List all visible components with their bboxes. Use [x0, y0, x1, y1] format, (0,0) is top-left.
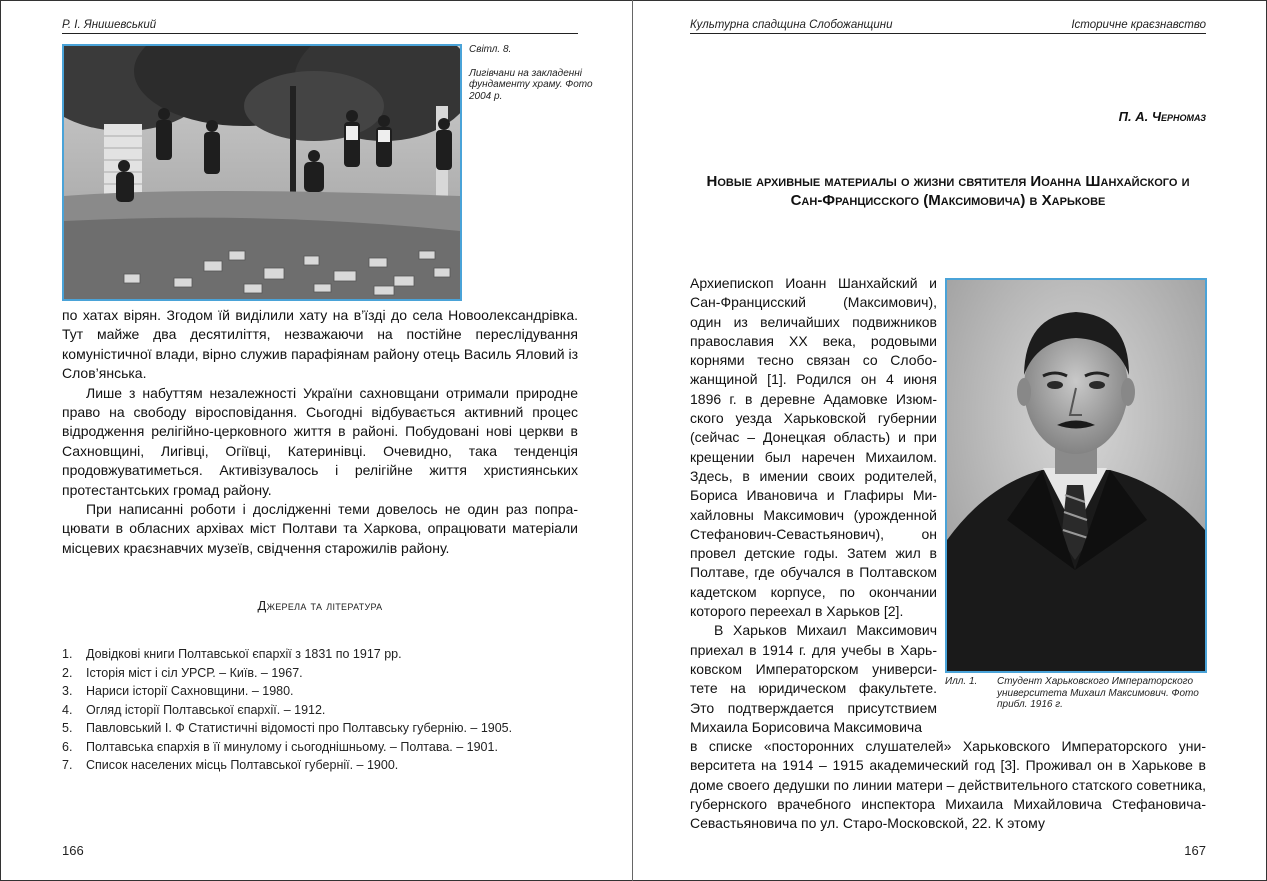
photo-illustration	[64, 46, 460, 299]
list-item: 5. Павловський І. Ф Статистичні відомості про Полтавську губернію. – 1905.	[62, 721, 513, 735]
paragraph: При написанні роботи і дослідженні теми довелось не один раз попрацювати в обласних архівах міст Полтави та Харкова, опрацювати матеріали місцевих краєзнавчих музеїв, свідчення старожилів району.	[62, 501, 578, 556]
book-spine	[632, 0, 633, 881]
list-item: 6. Полтавська єпархія в її минулому і сьогоднішньому. – Полтава. – 1901.	[62, 739, 498, 754]
portrait-caption-label: Илл. 1.	[945, 676, 978, 687]
photo-caption	[469, 44, 599, 102]
paragraph: Архиепископ Иоанн Шанхайский и Сан-Францисский (Максимович), один из величайших подвижников православия ХХ века, родовыми корнями тесно связан со Слобожанщиной [1]. Родился он 4 июня 1896 г. в деревне Адамовке Изюмского уезда Харьковской губернии (сейчас – Донецкая область) и при крещении был наречен Михаилом. Здесь, в имении своих родителей, Бориса Ивановича и Глафиры Михайловны Максимович (урожденной Стефанович-Севастьянович), он провел детские годы. Затем жил в Полтаве, где обучался в Полтавском кадетском корпусе, по окончании которого переехал в Харьков [2].	[690, 275, 937, 620]
sources-list	[62, 645, 578, 775]
right-header-rule	[690, 33, 1206, 34]
article-author: П. А. Черномаз	[1118, 109, 1206, 124]
paragraph: в списке «посторонних слушателей» Харьковского Императорского университета на 1914 – 1915 академический год [3]. Проживал он в Харькове в доме своего дедушки по линии матери – действительного статского советника, губернского врачебного инспектора Михаила Михайловича Стефановича-Севастьяновича по ул. Старо-Московской, 22. К этому	[690, 738, 1206, 832]
photo-caption-text: Лигівчани на закладенні фундаменту храму. Фото 2004 р.	[469, 67, 593, 102]
right-body-text-narrow	[690, 274, 937, 737]
right-body-text-wide	[690, 737, 1206, 833]
portrait-illustration	[947, 280, 1205, 671]
right-page-number: 167	[1184, 843, 1206, 858]
photo-caption-number: Світл. 8.	[469, 44, 512, 55]
paragraph: Лише з набуттям незалежності України сахновщани отримали природне право на свободу віросповідання. Сьогодні відбувається активний процес відродження релігійно-церковного життя в районі. Побудовані нові церкви в Сахновщині, Лигівці, Огіївці, Катеринівці. Очевидно, така тенденція продовжуватиметься. Активізувалось і релігійне життя християнських протестантських громад району.	[62, 384, 578, 498]
list-item: 7. Список населених місць Полтавської губернії. – 1900.	[62, 758, 399, 772]
left-running-head: Р. І. Янишевський	[62, 19, 157, 31]
paragraph: В Харьков Михаил Максимович приехал в 1914 г. для учебы в Харьковском Императорском университете на юридическом факультете. Это подтверждается присутствием Михаила Борисовича Максимовича	[690, 622, 937, 735]
right-running-head-right: Історичне краєзнавство	[1071, 19, 1206, 31]
paragraph: по хатах вірян. Згодом їй виділили хату на в’їзді до села Новоолександрівка. Тут майже два десятиліття, незважаючи на постійне переслідування комуністичної влади, вірно служив парафіянам району отець Василь Яловий із Слов’янська.	[62, 307, 578, 382]
right-running-head-left: Культурна спадщина Слобожанщини	[690, 19, 893, 31]
list-item: 4. Огляд історії Полтавської єпархії. – 1912.	[62, 702, 326, 717]
portrait-caption	[945, 676, 1207, 711]
student-portrait-photo	[945, 278, 1207, 673]
left-header-rule	[62, 33, 578, 34]
sources-heading: Джерела та література	[257, 598, 383, 613]
list-item: 2. Історія міст і сіл УРСР. – Київ. – 1967.	[62, 665, 303, 680]
list-item: 3. Нариси історії Сахновщини. – 1980.	[62, 684, 294, 698]
portrait-caption-text: Студент Харьковского Императорского университета Михаил Максимович. Фото прибл. 1916 г.	[997, 676, 1199, 710]
list-item: 1. Довідкові книги Полтавської єпархії з 1831 по 1917 рр.	[62, 647, 402, 661]
left-body-text	[62, 306, 578, 558]
church-foundation-photo	[62, 44, 462, 301]
article-title: Новые архивные материалы о жизни святителя Иоанна Шанхайского и Сан-Францисского (Максимовича) в Харькове	[706, 173, 1190, 209]
left-page-number: 166	[62, 843, 84, 858]
